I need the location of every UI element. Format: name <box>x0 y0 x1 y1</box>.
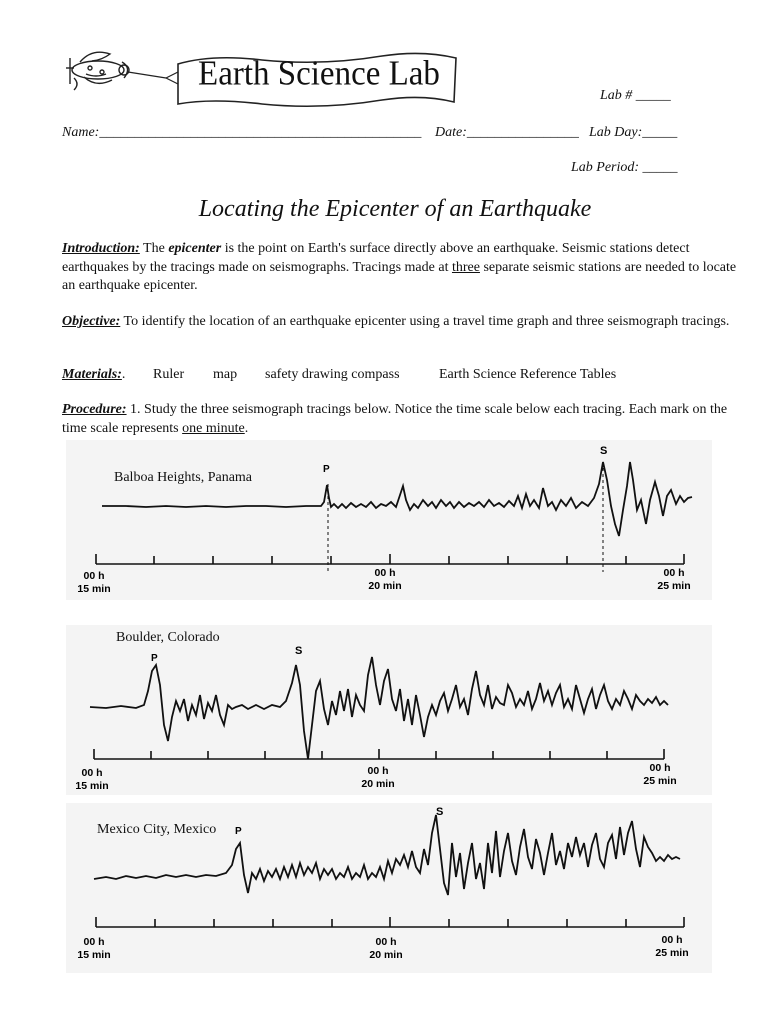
lab-day-field[interactable]: Lab Day:_____ <box>589 125 678 140</box>
station-name: Mexico City, Mexico <box>97 822 217 837</box>
time-scale-ticks <box>94 749 664 759</box>
s-wave-marker: S <box>295 645 303 657</box>
time-label-min: 20 min <box>368 580 402 592</box>
introduction-label: Introduction: <box>62 241 140 256</box>
time-label-h: 00 h <box>367 765 389 777</box>
procedure-paragraph: Procedure: 1. Study the three seismograph tracings below. Notice the time scale below each tracing. Each mark on the time scale represents one minute. <box>62 402 728 436</box>
material-reference-tables: Earth Science Reference Tables <box>439 367 617 382</box>
p-wave-marker: P <box>235 826 242 837</box>
objective-label: Objective: <box>62 314 121 329</box>
lab-number-field[interactable]: Lab # _____ <box>600 88 671 103</box>
p-wave-marker: P <box>323 464 330 475</box>
station-name: Balboa Heights, Panama <box>114 470 253 485</box>
time-label-h: 00 h <box>83 936 105 948</box>
introduction-paragraph: Introduction: The epicenter is the point on Earth's surface directly above an earthquake. Seismic stations detect earthquakes by the tracings made on seismographs. Tracings made at three separate seismic stations are needed to locate an earthquake epicenter. <box>62 241 737 293</box>
time-scale-ticks <box>96 917 684 927</box>
date-field[interactable]: Date:________________ <box>435 125 579 140</box>
s-wave-marker: S <box>436 806 444 818</box>
time-label-h: 00 h <box>81 767 103 779</box>
time-label-h: 00 h <box>663 567 685 579</box>
time-label-min: 15 min <box>77 583 111 595</box>
material-compass: safety drawing compass <box>265 367 400 382</box>
p-wave-marker: P <box>151 653 158 664</box>
s-wave-marker: S <box>600 445 608 457</box>
time-label-h: 00 h <box>375 936 397 948</box>
time-label-h: 00 h <box>83 570 105 582</box>
materials-label: Materials: <box>62 367 122 382</box>
seismograph-mexico-city <box>66 803 712 973</box>
one-minute-emphasis: one minute <box>182 420 245 436</box>
time-label-min: 15 min <box>75 780 109 792</box>
seismogram-trace <box>90 657 668 759</box>
lab-period-field[interactable]: Lab Period: _____ <box>571 160 678 175</box>
seismograph-boulder <box>66 625 712 795</box>
time-label-h: 00 h <box>374 567 396 579</box>
seismograph-balboa <box>66 440 712 600</box>
banner-text: Earth Science Lab <box>198 55 440 93</box>
time-label-min: 20 min <box>369 949 403 961</box>
page-title: Locating the Epicenter of an Earthquake <box>198 196 592 222</box>
time-scale-ticks <box>96 554 684 564</box>
time-label-min: 20 min <box>361 778 395 790</box>
time-label-min: 25 min <box>643 775 677 787</box>
name-field[interactable]: Name:______________________________________________ <box>62 125 422 140</box>
procedure-label: Procedure: <box>62 402 127 417</box>
seismogram-trace <box>94 815 680 895</box>
three-emphasis: three <box>451 259 480 275</box>
station-name: Boulder, Colorado <box>116 630 220 645</box>
material-map: map <box>213 367 238 382</box>
epicenter-term: epicenter <box>168 241 222 256</box>
time-label-h: 00 h <box>661 934 683 946</box>
time-label-h: 00 h <box>649 762 671 774</box>
time-label-min: 25 min <box>655 947 689 959</box>
material-ruler: Ruler <box>153 367 185 382</box>
lab-logo <box>62 44 462 114</box>
time-label-min: 25 min <box>657 580 691 592</box>
objective-paragraph: Objective: To identify the location of an earthquake epicenter using a travel time graph and three seismograph tracings. <box>62 314 730 329</box>
materials-line: Materials:. Ruler map safety drawing compass Earth Science Reference Tables <box>62 366 742 385</box>
time-label-min: 15 min <box>77 949 111 961</box>
